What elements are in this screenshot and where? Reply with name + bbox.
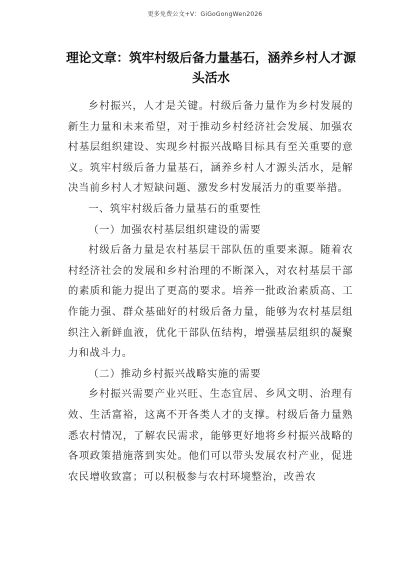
sub-heading: （二）推动乡村振兴战略实施的需要	[88, 368, 261, 380]
body-paragraph: 乡村振兴需要产业兴旺、生态宜居、乡风文明、治理有效、生活富裕，这离不开各类人才的支撑。村级后备力量熟悉农村情况，了解农民需求，能够更好地将乡村振兴战略的各项政策措施落到实处。他们可以带头发展农村产业，促进农民增收致富；可以积极参与农村环境整治，改善农	[68, 389, 353, 483]
body-paragraph: 村级后备力量是农村基层干部队伍的重要来源。随着农村经济社会的发展和乡村治理的不断深入，对农村基层干部的素质和能力提出了更高的要求。培养一批政治素质高、工作能力强、群众基础好的村级后备力量，能够为农村基层组织注入新鲜血液，优化干部队伍结构，增强基层组织的凝聚力和战斗力。	[68, 245, 353, 360]
sub-heading: （一）加强农村基层组织建设的需要	[88, 224, 261, 236]
header-note: 更多免费公文+V：GiGoGongWen2026	[147, 11, 263, 18]
article-body	[68, 97, 353, 488]
intro-paragraph: 乡村振兴，人才是关键。村级后备力量作为乡村发展的新生力量和未来希望，对于推动乡村经济社会发展、加强农村基层组织建设、实现乡村振兴战略目标具有至关重要的意义。筑牢村级后备力量基石，涵养乡村人才源头活水，是解决当前乡村人才短缺问题、激发乡村发展活力的重要举措。	[68, 101, 353, 195]
article-title: 理论文章：筑牢村级后备力量基石，涵养乡村人才源头活水	[66, 50, 356, 85]
section-heading: 一、筑牢村级后备力量基石的重要性	[88, 203, 261, 215]
